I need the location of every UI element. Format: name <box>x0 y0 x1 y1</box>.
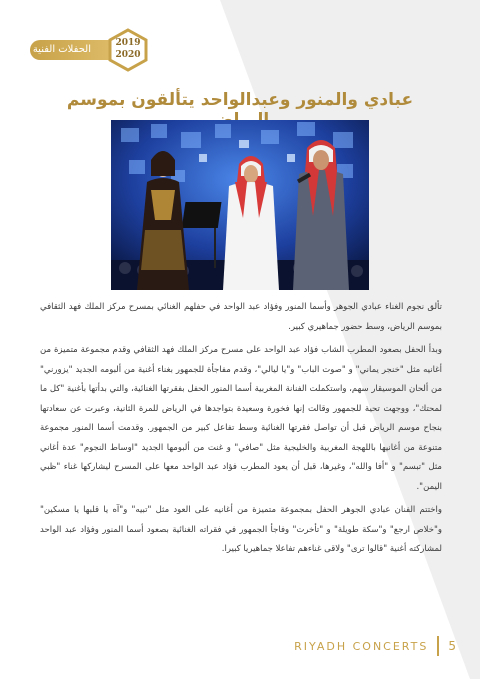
article-body <box>40 298 442 564</box>
concert-photo <box>111 120 369 290</box>
footer-section-label: RIYADH CONCERTS <box>294 639 429 653</box>
article-paragraph-2: وبدأ الحفل بصعود المطرب الشاب فؤاد عبد الواحد على مسرح مركز الملك فهد الثقافي وقدم مجموعة متميزة من أغانيه مثل "خنجر يماني" و "صوت الباب" و"يا ليالي"، وقدم مفاجأة للجمهور بغناء أغنية من ألبومه الجديد "يزورني" من ألحان الموسيقار سهم، واستكملت الفنانة المغربية أسما المنور الحفل بفقرتها الغنائية، والتي بدأتها بأغنية "كل ما لمحتك"، ووجهت تحية للجمهور وقالت إنها فخورة وسعيدة بتواجدها في الرياض للمرة الثانية، وعبرت عن سعادتها بنجاح موسم الرياض قبل أن تواصل فقرتها الغنائية وسط تفاعل كبير من الجمهور. وقدمت أسما المنور مجموعة متنوعة من أغانيها باللهجة المغربية والخليجية مثل "صافي" و غنت من ألبومها الجديد "اوساط النجوم" عدة أغاني مثل "تبسم" و "أفا والله"، وغيرها، قبل أن يعود المطرب فؤاد عبد الواحد معها على المسرح ليشاركها غناء "ظبي اليمن". <box>40 345 442 492</box>
page-number: 5 <box>448 639 456 653</box>
page-footer <box>294 634 456 658</box>
year-end: 2020 <box>115 50 141 60</box>
section-badge: الحفلات الفنية <box>30 40 135 60</box>
section-header <box>18 28 158 68</box>
article-paragraph-1: تألق نجوم الغناء عبادي الجوهر وأسما المنور وفؤاد عبد الواحد في حفلهم الغنائي بمسرح مركز الملك فهد الثقافي بموسم الرياض، وسط حضور جماهيري كبير. <box>40 302 442 332</box>
year-start: 2019 <box>115 38 141 48</box>
footer-divider <box>437 636 439 656</box>
year-hexagon-icon <box>106 28 150 72</box>
article-paragraph-3: واختتم الفنان عبادي الجوهر الحفل بمجموعة متميزة من أغانيه على العود مثل "تبيه" و"آه يا قلبها يا مسكين" و"خلاص ارجع" و"سكة طويلة" و "تأخرت" وفاجأ الجمهور في فقراته الغنائية بصعود أسما المنور وفؤاد عبد الواحد لمشاركته أغنية "قالوا ترى" ولاقى غناءهم تفاعلا جماهيريا كبيرا. <box>40 505 442 554</box>
article-title: عبادي والمنور وعبدالواحد يتألقون بموسم <box>66 90 414 110</box>
